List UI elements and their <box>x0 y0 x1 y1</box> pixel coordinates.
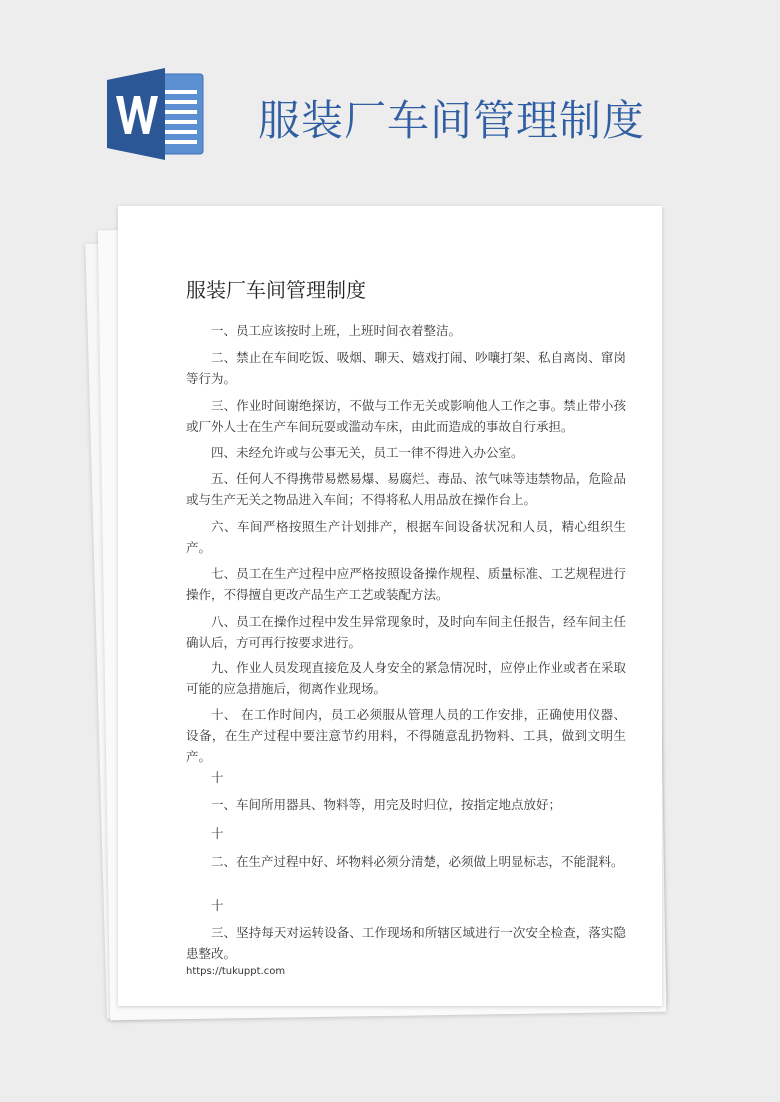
rule-paragraph-4: 四、未经允许或与公事无关，员工一律不得进入办公室。 <box>211 445 524 460</box>
sub-item-2: 二、在生产过程中好、坏物料必须分清楚，必须做上明显标志，不能混料。 <box>211 854 624 869</box>
document-page <box>118 206 662 1006</box>
rule-paragraph-6: 六、车间严格按照生产计划排产，根据车间设备状况和人员，精心组织生产。 <box>186 519 626 555</box>
header <box>0 0 780 200</box>
document-title: 服装厂车间管理制度 <box>186 278 366 302</box>
plus-mark-1: 十 <box>211 770 224 785</box>
rule-paragraph-3: 三、作业时间谢绝探访，不做与工作无关或影响他人工作之事。禁止带小孩或厂外人士在生产车间玩耍或滥动车床，由此而造成的事故自行承担。 <box>186 398 626 434</box>
sub-item-3: 三、坚持每天对运转设备、工作现场和所辖区域进行一次安全检查，落实隐患整改。 <box>186 925 626 961</box>
plus-mark-3: 十 <box>211 898 224 913</box>
rule-paragraph-2: 二、禁止在车间吃饭、吸烟、聊天、嬉戏打闹、吵嚷打架、私自离岗、窜岗等行为。 <box>186 350 626 386</box>
rule-paragraph-10: 十、 在工作时间内，员工必须服从管理人员的工作安排，正确使用仪器、设备，在生产过程中要注意节约用料，不得随意乱扔物料、工具，做到文明生产。 <box>186 707 626 764</box>
rule-paragraph-8: 八、员工在操作过程中发生异常现象时，及时向车间主任报告，经车间主任确认后，方可再行按要求进行。 <box>186 614 626 650</box>
word-icon <box>107 68 207 160</box>
rule-paragraph-9: 九、作业人员发现直接危及人身安全的紧急情况时，应停止作业或者在采取可能的应急措施后，彻离作业现场。 <box>186 660 626 696</box>
plus-mark-2: 十 <box>211 826 224 841</box>
rule-paragraph-5: 五、任何人不得携带易燃易爆、易腐烂、毒品、浓气味等违禁物品，危险品或与生产无关之物品进入车间；不得将私人用品放在操作台上。 <box>186 471 626 507</box>
footer-url: https://tukuppt.com <box>186 966 286 977</box>
rule-paragraph-1: 一、员工应该按时上班，上班时间衣着整洁。 <box>211 323 462 338</box>
rule-paragraph-7: 七、员工在生产过程中应严格按照设备操作规程、质量标准、工艺规程进行操作，不得擅自更改产品生产工艺或装配方法。 <box>186 566 626 602</box>
header-title: 服装厂车间管理制度 <box>258 96 646 145</box>
sub-item-1: 一、车间所用器具、物料等，用完及时归位，按指定地点放好； <box>211 797 562 812</box>
